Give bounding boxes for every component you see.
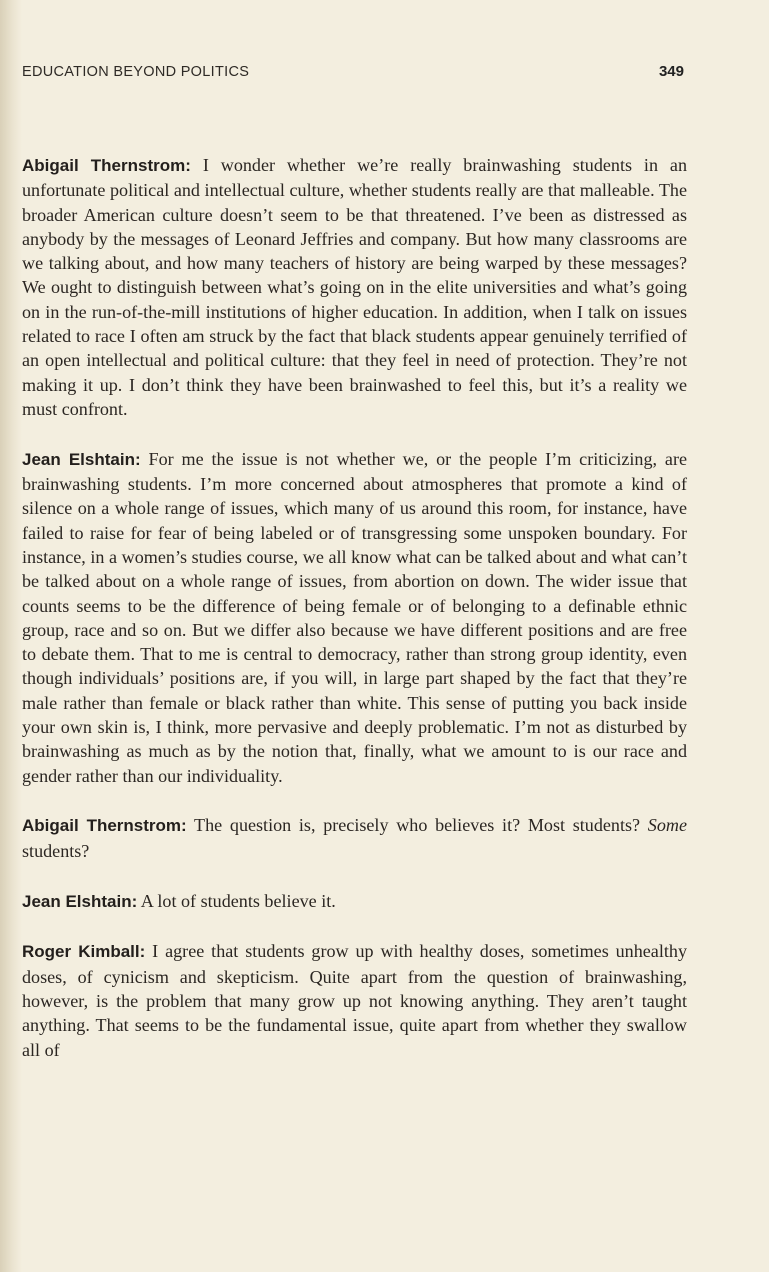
paragraph-text: The question is, precisely who believes it? Most students? [186, 815, 648, 836]
paragraph-text: A lot of students believe it. [137, 890, 336, 911]
speaker-name: Abigail Thernstrom: [22, 816, 187, 836]
speaker-name: Jean Elshtain: [22, 891, 138, 911]
paragraph-text: For me the issue is not whether we, or the people I’m criticizing, are brainwashing students. I’m more concerned about atmospheres that promote a kind of silence on a whole range of issues, which many of us around this room, for instance, have failed to raise for fear of being labeled or of transgressing some unspoken boundary. For instance, in a women’s studies course, we all know what can be talked about and what can’t be talked about on a whole range of issues, from abortion on down. The wider issue that counts seems to be the difference of being female or of belonging to a definable ethnic group, race and so on. But we differ also because we have different positions and are free to debate them. That to me is central to democracy, rather than strong group identity, even though individuals’ positions are, if you will, in large part shaped by the fact that they’re male rather than female or black rather than white. This sense of putting you back inside your own skin is, I think, more pervasive and deeply problematic. I’m not as disturbed by brainwashing as much as by the notion that, finally, what we amount to is our race and gender rather than our individuality. [22, 448, 688, 786]
paragraph-text-end: students? [22, 840, 90, 861]
speaker-name: Abigail Thernstrom: [22, 156, 191, 175]
paragraph-thernstrom-2 [22, 813, 687, 863]
paragraph-elshtain-2 [22, 889, 687, 914]
paragraph-elshtain-1 [22, 447, 687, 788]
speaker-name: Roger Kimball: [22, 942, 146, 962]
paragraph-kimball-1 [22, 939, 687, 1061]
page-gutter-shadow [0, 0, 22, 1272]
running-head [22, 64, 684, 84]
speaker-name: Jean Elshtain: [22, 449, 141, 469]
paragraph-text: I agree that students grow up with healthy doses, sometimes unhealthy doses, of cynicism and skepticism. Quite apart from the question of brainwashing, however, is the problem that many grow up not knowing anything. They aren’t taught anything. That seems to be the fundamental issue, quite apart from whether they swallow all of [22, 941, 687, 1060]
paragraph-text: I wonder whether we’re really brainwashing students in an unfortunate political and intellectual culture, whether students really are that malleable. The broader American culture doesn’t seem to be that threatened. I’ve been as distressed as anybody by the messages of Leonard Jeffries and company. But how many classrooms are we talking about, and how many teachers of history are being warped by these messages? We ought to distinguish between what’s going on in the elite universities and what’s going on in the run-of-the-mill institutions of higher education. In addition, when I talk on issues related to race I often am struck by the fact that black students appear genuinely terrified of an open intellectual and political culture: that they feel in need of protection. They’re not making it up. I don’t think they have been brainwashed to feel this, but it’s a reality we must confront. [22, 155, 687, 419]
emphasis-text: Some [647, 815, 687, 836]
page-number: 349 [658, 63, 684, 80]
page-body [22, 153, 687, 1087]
paragraph-thernstrom-1 [22, 153, 687, 421]
running-title: EDUCATION BEYOND POLITICS [22, 64, 250, 80]
